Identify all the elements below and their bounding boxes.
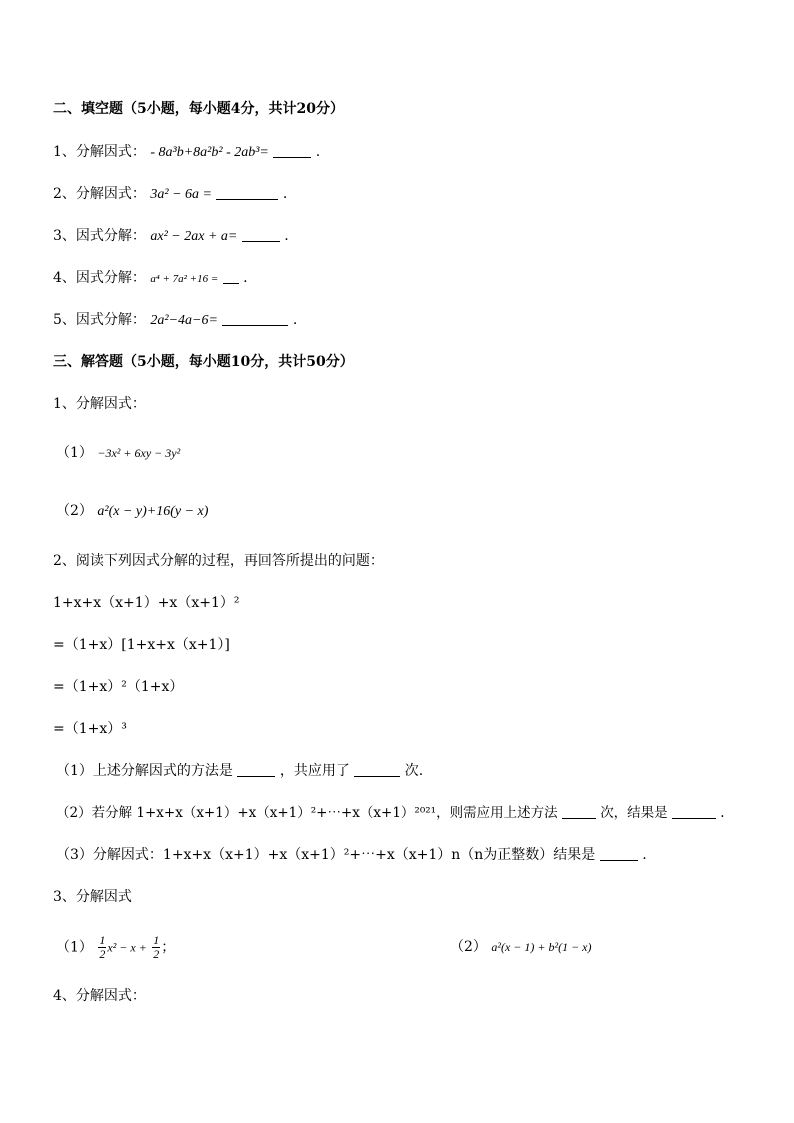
math-expression: ax² − 2ax + a= (150, 229, 238, 244)
answer-blank[interactable] (562, 804, 596, 819)
answer-question-3: 3、分解因式 (53, 889, 132, 905)
answer-blank[interactable] (223, 269, 239, 284)
answer-question-1-part-2 (56, 501, 208, 522)
math-expression: - 8a³b+8a²b² - 2ab³= (150, 145, 269, 160)
part-number: （2） (56, 503, 93, 519)
answer-blank[interactable] (354, 762, 400, 777)
math-expression: 3a² − 6a = (150, 187, 212, 202)
answer-question-1: 1、分解因式： (53, 396, 146, 412)
sub-question-text: （2）若分解 1+x+x（x+1）+x（x+1）²+⋯+x（x+1）²⁰²¹，则需应用上述方法 (56, 805, 558, 821)
answer-question-2-sub-3 (56, 845, 647, 865)
answer-blank[interactable] (273, 143, 311, 158)
question-label: 2、分解因式： (53, 186, 146, 202)
section-2-heading: 二、填空题（5小题，每小题4分，共计20分） (53, 101, 344, 117)
sub-question-text: （3）分解因式：1+x+x（x+1）+x（x+1）²+⋯+x（x+1）n（n为正整数）结果是 (56, 847, 596, 863)
answer-question-3-part-2 (450, 937, 592, 957)
math-expression: a²(x − y)+16(y − x) (97, 504, 209, 519)
math-expression: a⁴ + 7a² +16 = (150, 273, 219, 285)
semicolon: ； (161, 939, 176, 956)
sub-question-text: . (720, 805, 725, 821)
fraction-numerator: 1 (99, 933, 106, 947)
answer-blank[interactable] (237, 762, 275, 777)
question-label: 5、因式分解： (53, 312, 146, 328)
period: . (292, 312, 298, 328)
derivation-step-4: =（1+x）³ (53, 721, 127, 737)
period: . (284, 228, 289, 244)
math-expression: a²(x − 1) + b²(1 − x) (491, 940, 592, 954)
answer-question-2-sub-2 (56, 803, 725, 823)
derivation-step-2: =（1+x）[1+x+x（x+1）] (53, 637, 230, 653)
part-number: （2） (450, 939, 487, 955)
fill-question-4 (53, 268, 248, 289)
answer-blank[interactable] (216, 185, 278, 200)
period: . (282, 186, 288, 202)
derivation-step-1: 1+x+x（x+1）+x（x+1）² (53, 595, 240, 611)
math-expression: 2a²−4a−6= (150, 313, 218, 328)
answer-question-1-part-1 (56, 443, 180, 463)
fill-question-1 (53, 142, 320, 163)
math-expression: x² − x + (107, 940, 147, 955)
answer-question-2-sub-1 (56, 761, 423, 781)
question-label: 1、分解因式： (53, 144, 146, 160)
sub-question-text: 次，结果是 (600, 805, 668, 821)
derivation-step-3: =（1+x）²（1+x） (53, 679, 184, 695)
part-number: （1） (56, 939, 93, 956)
answer-blank[interactable] (242, 227, 280, 242)
math-expression: −3x² + 6xy − 3y² (97, 446, 181, 460)
fill-question-2 (53, 184, 287, 205)
fraction (98, 934, 106, 961)
part-number: （1） (56, 445, 93, 461)
fill-question-5 (53, 310, 297, 331)
answer-question-3-part-1 (56, 934, 175, 961)
period: . (315, 144, 321, 160)
sub-question-text: 次. (404, 763, 424, 779)
question-label: 3、因式分解： (53, 228, 146, 244)
answer-blank[interactable] (672, 804, 716, 819)
question-label: 4、因式分解： (53, 270, 146, 286)
sub-question-text: ，共应用了 (279, 763, 350, 779)
fraction-numerator: 1 (153, 933, 160, 947)
fraction (152, 934, 160, 961)
fraction-denominator: 2 (99, 947, 106, 961)
sub-question-text: . (642, 847, 647, 863)
fill-question-3 (53, 226, 289, 247)
fraction-denominator: 2 (153, 947, 160, 961)
answer-blank[interactable] (600, 846, 638, 861)
period: . (243, 270, 248, 286)
answer-question-4: 4、分解因式： (53, 988, 146, 1004)
answer-blank[interactable] (222, 311, 288, 326)
sub-question-text: （1）上述分解因式的方法是 (56, 763, 233, 779)
section-3-heading: 三、解答题（5小题，每小题10分，共计50分） (53, 354, 354, 370)
answer-question-2: 2、阅读下列因式分解的过程，再回答所提出的问题： (53, 553, 384, 569)
